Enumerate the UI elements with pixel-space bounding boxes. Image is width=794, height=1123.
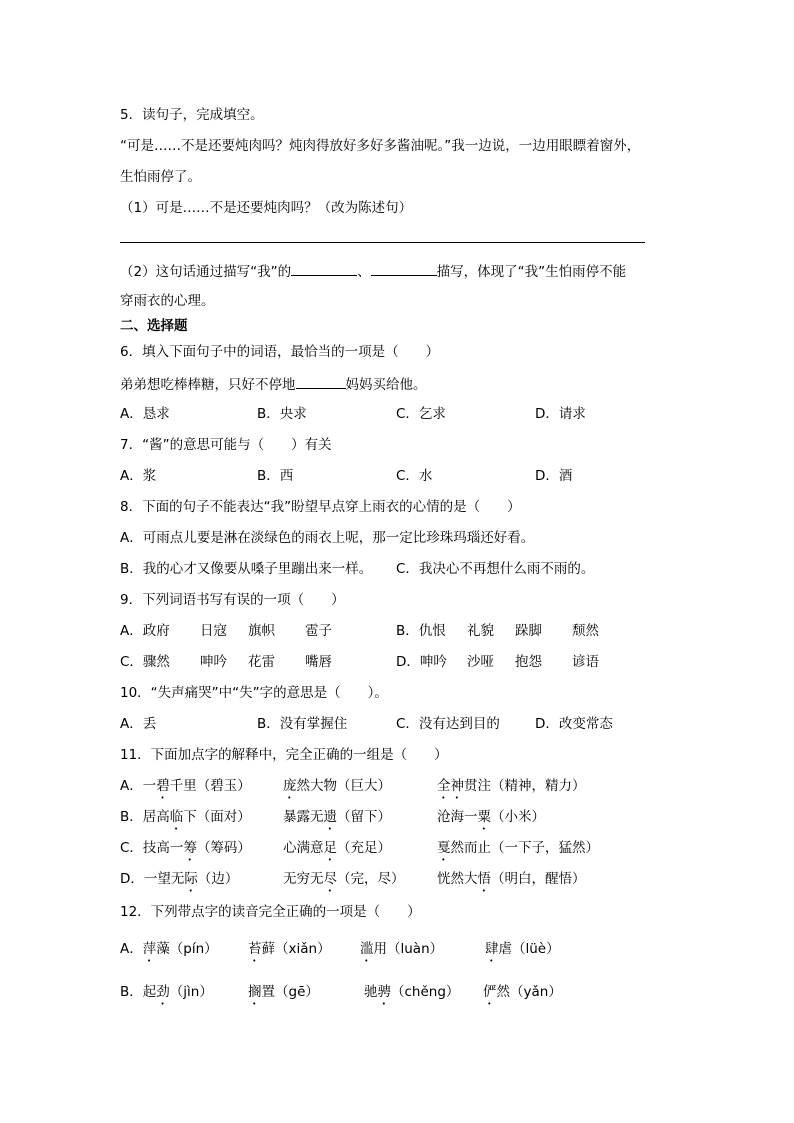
q12-dotted-char: 萍 [142, 941, 157, 957]
q9-a-word: 旗帜 [248, 623, 275, 639]
q5-sub2-c: 描写，体现了“我”生怕雨停不能 [436, 264, 627, 280]
q6-option-c[interactable]: C．乞求 [396, 406, 446, 422]
q12-text: 置（gē） [261, 984, 319, 1000]
q5-sub2 [120, 261, 626, 281]
q12-option-b[interactable] [120, 983, 213, 1008]
q11-option-b[interactable] [120, 808, 251, 833]
q12-dotted-char: 骋 [377, 984, 391, 1000]
q11-dotted-char: 遗 [323, 809, 337, 825]
q11-text: 贯注（精神，精力） [464, 778, 586, 794]
q12-dotted-char: 劲 [156, 984, 170, 1000]
q5-title: 5．读句子，完成填空。 [120, 107, 264, 123]
q5-blank-1[interactable] [291, 261, 357, 276]
q11-dotted-char: 庞 [283, 778, 297, 794]
q8-stem: 8．下面的句子不能表达“我”盼望早点穿上雨衣的心情的是（ ） [120, 499, 521, 515]
q11-option-c[interactable] [120, 839, 251, 864]
q12-text: 驰 [364, 984, 378, 1000]
q11-text: 心满意 [283, 840, 324, 856]
q11-text: （筹码） [196, 840, 251, 856]
q6-sentence-a: 弟弟想吃棒棒糖，只好不停地 [120, 377, 296, 393]
q11-dotted-char: 全 [437, 778, 451, 794]
q5-quote-line2: 生怕雨停了。 [120, 169, 201, 185]
q11-dotted-char: 足 [323, 840, 337, 856]
q9-option-d[interactable]: D．呻吟 [396, 654, 447, 670]
q11-option-d[interactable] [120, 870, 238, 895]
q6-blank[interactable] [296, 374, 346, 389]
q11-dotted-char: 筹 [183, 840, 197, 856]
q7-option-c[interactable]: C．水 [396, 468, 433, 484]
q9-d-word: 谚语 [572, 654, 599, 670]
q11-text: （完，尽） [337, 871, 405, 887]
q12-text: A． [120, 941, 143, 957]
q11-dotted-char: 戛 [437, 840, 451, 856]
q5-sub2-line2: 穿雨衣的心理。 [120, 293, 215, 309]
q10-option-a[interactable]: A．丢 [120, 716, 157, 732]
q8-option-c[interactable]: C．我决心不再想什么雨不雨的。 [396, 561, 595, 577]
q11-text: 下（面对） [183, 809, 251, 825]
q11-dotted-char: 临 [169, 809, 184, 825]
q11-text: D．一望无 [120, 871, 185, 887]
q12-text: 虐（lüè） [498, 941, 560, 957]
q9-c-word: 呻吟 [200, 654, 227, 670]
q6-option-b[interactable]: B．央求 [257, 406, 307, 422]
q9-option-b[interactable]: B．仇恨 [396, 623, 446, 639]
q12-dotted-char: 肆 [485, 941, 499, 957]
q11-text: 无穷无 [283, 871, 324, 887]
q11-text: A．一 [120, 778, 157, 794]
q12-dotted-char: 搁 [248, 984, 262, 1000]
q9-c-word: 嘴唇 [305, 654, 332, 670]
q11-c-part3 [437, 839, 599, 864]
q9-b-word: 颓然 [572, 623, 599, 639]
q12-text: 藓（xiǎn） [261, 941, 331, 957]
q7-option-b[interactable]: B．西 [257, 468, 294, 484]
q12-b-part2 [248, 983, 319, 1008]
q11-dotted-char: 际 [184, 871, 198, 887]
q11-text: 暴露无 [283, 809, 324, 825]
q11-text: 沧海一 [437, 809, 478, 825]
q12-stem: 12．下列带点字的读音完全正确的一项是（ ） [120, 904, 421, 920]
q12-text: 藻（pín） [156, 941, 218, 957]
q9-option-c[interactable]: C．骤然 [120, 654, 170, 670]
q11-text: （小米） [491, 809, 545, 825]
q9-a-word: 雹子 [305, 623, 332, 639]
q5-quote-line1: “可是……不是还要炖肉吗？炖肉得放好多好多酱油呢。”我一边说，一边用眼瞟着窗外， [120, 138, 641, 154]
q6-stem: 6．填入下面句子中的词语，最恰当的一项是（ ） [120, 344, 440, 360]
q11-dotted-char: 尽 [323, 871, 337, 887]
q5-answer-line[interactable] [120, 242, 645, 243]
q12-a-part4 [485, 940, 560, 965]
q5-sub1: （1）可是……不是还要炖肉吗？（改为陈述句） [120, 200, 413, 216]
q10-option-c[interactable]: C．没有达到目的 [396, 716, 500, 732]
q9-stem: 9．下列词语书写有误的一项（ ） [120, 592, 345, 608]
q11-text: C．技高一 [120, 840, 184, 856]
q11-dotted-char: 神 [450, 778, 464, 794]
q9-c-word: 花雷 [248, 654, 275, 670]
q12-dotted-char: 俨 [483, 984, 497, 1000]
q12-b-part3 [364, 983, 459, 1008]
q11-text: B．居高 [120, 809, 170, 825]
section-heading: 二、选择题 [120, 318, 188, 334]
q11-text: （明白，醒悟） [491, 871, 586, 887]
q9-option-a[interactable]: A．政府 [120, 623, 170, 639]
q12-text: （jìn） [169, 984, 213, 1000]
q12-dotted-char: 滥 [360, 941, 374, 957]
q9-d-word: 沙哑 [467, 654, 494, 670]
q12-text: 然（yǎn） [496, 984, 562, 1000]
q8-option-b[interactable]: B．我的心才又像要从嗓子里蹦出来一样。 [120, 561, 373, 577]
q11-d-part2 [283, 870, 405, 895]
q11-dotted-char: 悟 [477, 871, 491, 887]
q8-option-a[interactable]: A．可雨点儿要是淋在淡绿色的雨衣上呢，那一定比珍珠玛瑙还好看。 [120, 530, 535, 546]
q10-option-d[interactable]: D．改变常态 [535, 716, 613, 732]
q6-option-d[interactable]: D．请求 [535, 406, 586, 422]
q12-dotted-char: 苔 [248, 941, 262, 957]
q11-dotted-char: 碧 [156, 778, 170, 794]
q6-sentence-b: 妈妈买给他。 [345, 377, 427, 393]
q7-option-d[interactable]: D．酒 [535, 468, 573, 484]
q9-b-word: 礼貌 [467, 623, 494, 639]
q11-option-a[interactable] [120, 777, 251, 802]
q5-sub2-b: 、 [357, 264, 371, 280]
q11-d-part3 [437, 870, 586, 895]
q10-stem: 10．“失声痛哭”中“失”字的意思是（ ）。 [120, 685, 388, 701]
q11-dotted-char: 粟 [477, 809, 491, 825]
q7-option-a[interactable]: A．浆 [120, 468, 157, 484]
q11-a-part2 [283, 777, 391, 802]
q11-text: 千里（碧玉） [169, 778, 251, 794]
q11-text: 恍然大 [437, 871, 478, 887]
q11-b-part2 [283, 808, 391, 833]
q5-sub2-a: （2）这句话通过描写“我”的 [120, 264, 292, 280]
q10-option-b[interactable]: B．没有掌握住 [257, 716, 348, 732]
q11-a-part3 [437, 777, 586, 802]
q11-c-part2 [283, 839, 391, 864]
q11-b-part3 [437, 808, 545, 833]
q6-option-a[interactable]: A．恳求 [120, 406, 170, 422]
q12-a-part3 [360, 940, 443, 965]
q9-b-word: 跺脚 [515, 623, 542, 639]
q11-text: 然大物（巨大） [296, 778, 391, 794]
q5-blank-2[interactable] [371, 261, 437, 276]
q9-d-word: 抱怨 [515, 654, 542, 670]
q12-option-a[interactable] [120, 940, 218, 965]
q12-a-part2 [248, 940, 331, 965]
q11-text: （留下） [337, 809, 391, 825]
q11-text: （充足） [337, 840, 391, 856]
q12-text: （chěng） [391, 984, 460, 1000]
q6-sentence [120, 374, 427, 394]
q12-b-part4 [483, 983, 562, 1008]
q12-text: B．起 [120, 984, 157, 1000]
q12-text: 用（luàn） [373, 941, 444, 957]
q11-text: 然而止（一下子，猛然） [450, 840, 599, 856]
q7-stem: 7．“酱”的意思可能与（ ）有关 [120, 437, 332, 453]
q9-a-word: 日寇 [200, 623, 227, 639]
q11-stem: 11．下面加点字的解释中，完全正确的一组是（ ） [120, 747, 448, 763]
q11-text: （边） [197, 871, 239, 887]
